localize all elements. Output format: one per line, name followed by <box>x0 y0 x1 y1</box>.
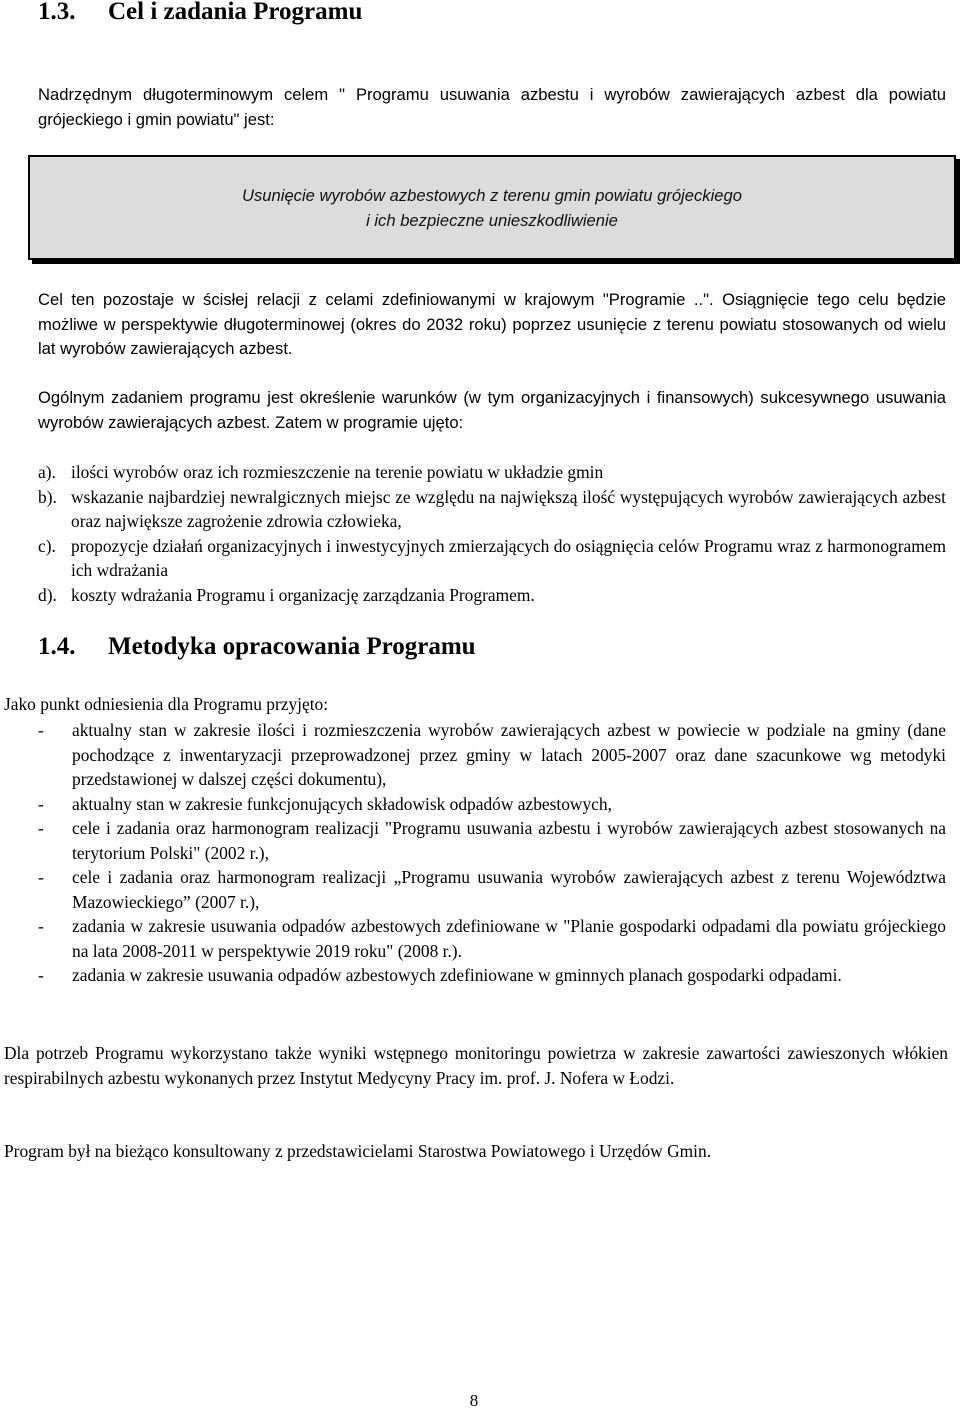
tasks-list <box>38 460 946 607</box>
page-number: 8 <box>469 1391 479 1410</box>
section-number: 1.4. <box>38 633 76 660</box>
list-marker: c). <box>38 535 56 556</box>
list-item <box>38 963 946 988</box>
list-item-text: ilości wyrobów oraz ich rozmieszczenie na terenie powiatu w układzie gmin <box>71 462 604 482</box>
methodology-intro: Jako punkt odniesienia dla Programu przyjęto: <box>4 694 329 714</box>
relation-paragraph: Cel ten pozostaje w ścisłej relacji z celami zdefiniowanymi w krajowym "Programie ..". Osiągnięcie tego celu będzie możliwe w perspektywie długoterminowej (okres do 2032 roku) poprzez usunięcie z terenu powiatu stosowanych od wielu lat wyrobów zawierających azbest. <box>38 290 946 358</box>
section-heading-1-3 <box>38 0 938 26</box>
list-marker: - <box>38 818 44 838</box>
list-item <box>38 816 946 865</box>
goal-box <box>28 155 956 260</box>
list-marker: - <box>38 793 44 814</box>
list-marker: b). <box>38 486 57 507</box>
tasks-intro-paragraph: Ogólnym zadaniem programu jest określenie warunków (w tym organizacyjnych i finansowych) sukcesywnego usuwania wyrobów zawierających azbest. Zatem w programie ujęto: <box>38 388 946 432</box>
section-title: Cel i zadania Programu <box>108 0 363 25</box>
list-item-text: aktualny stan w zakresie funkcjonujących składowisk odpadów azbestowych, <box>72 793 612 814</box>
reference-list <box>38 718 946 988</box>
list-marker: - <box>38 720 44 740</box>
section-number: 1.3. <box>38 0 76 25</box>
consultation-paragraph: Program był na bieżąco konsultowany z przedstawicielami Starostwa Powiatowego i Urzędów Gmin. <box>4 1141 712 1161</box>
list-item-text: wskazanie najbardziej newralgicznych miejsc ze względu na największą ilość występujących wyrobów zawierających azbest oraz największe zagrożenie zdrowia człowieka, <box>71 486 946 531</box>
list-marker: - <box>38 916 44 936</box>
list-item <box>38 718 946 792</box>
list-item <box>38 460 946 485</box>
list-item-text: cele i zadania oraz harmonogram realizacji "Programu usuwania azbestu i wyrobów zawierających azbest stosowanych na terytorium Polski" (2002 r.), <box>72 818 946 863</box>
list-item-text: zadania w zakresie usuwania odpadów azbestowych zdefiniowane w gminnych planach gospodarki odpadami. <box>72 965 842 985</box>
list-item <box>38 914 946 963</box>
monitoring-paragraph: Dla potrzeb Programu wykorzystano także wyniki wstępnego monitoringu powietrza w zakresie zawartości zawieszonych włókien respirabilnych azbestu wykonanych przez Instytut Medycyny Pracy im. prof. J. Nofera w Łodzi. <box>4 1043 948 1088</box>
list-item <box>38 583 946 608</box>
list-marker: d). <box>38 584 57 605</box>
list-item <box>38 485 946 534</box>
list-marker: - <box>38 965 44 985</box>
list-item-text: propozycje działań organizacyjnych i inwestycyjnych zmierzających do osiągnięcia celów Programu wraz z harmonogramem ich wdrażania <box>71 535 946 580</box>
list-item <box>38 534 946 583</box>
intro-paragraph: Nadrzędnym długoterminowym celem " Programu usuwania azbestu i wyrobów zawierających azbest dla powiatu grójeckiego i gmin powiatu" jest: <box>38 85 946 129</box>
list-item-text: cele i zadania oraz harmonogram realizacji „Programu usuwania wyrobów zawierających azbest z terenu Województwa Mazowieckiego” (2007 r.), <box>72 867 946 912</box>
section-heading-1-4 <box>38 633 938 661</box>
goal-line-2: i ich bezpieczne unieszkodliwienie <box>366 210 618 230</box>
section-title: Metodyka opracowania Programu <box>108 633 476 660</box>
goal-line-1: Usunięcie wyrobów azbestowych z terenu gmin powiatu grójeckiego <box>242 185 742 205</box>
list-item-text: aktualny stan w zakresie ilości i rozmieszczenia wyrobów zawierających azbest w powiecie w podziale na gminy (dane pochodzące z inwentaryzacji przeprowadzonej przez gminy w latach 2005-2007 oraz dane szacunkowe wg metodyki przedstawionej w dalszej części dokumentu), <box>72 720 946 789</box>
list-marker: - <box>38 867 44 887</box>
list-item-text: zadania w zakresie usuwania odpadów azbestowych zdefiniowane w "Planie gospodarki odpadami dla powiatu grójeckiego na lata 2008-2011 w perspektywie 2019 roku" (2008 r.). <box>72 916 946 961</box>
list-marker: a). <box>38 462 56 482</box>
list-item <box>38 865 946 914</box>
list-item-text: koszty wdrażania Programu i organizację zarządzania Programem. <box>71 584 535 605</box>
list-item <box>38 792 946 817</box>
